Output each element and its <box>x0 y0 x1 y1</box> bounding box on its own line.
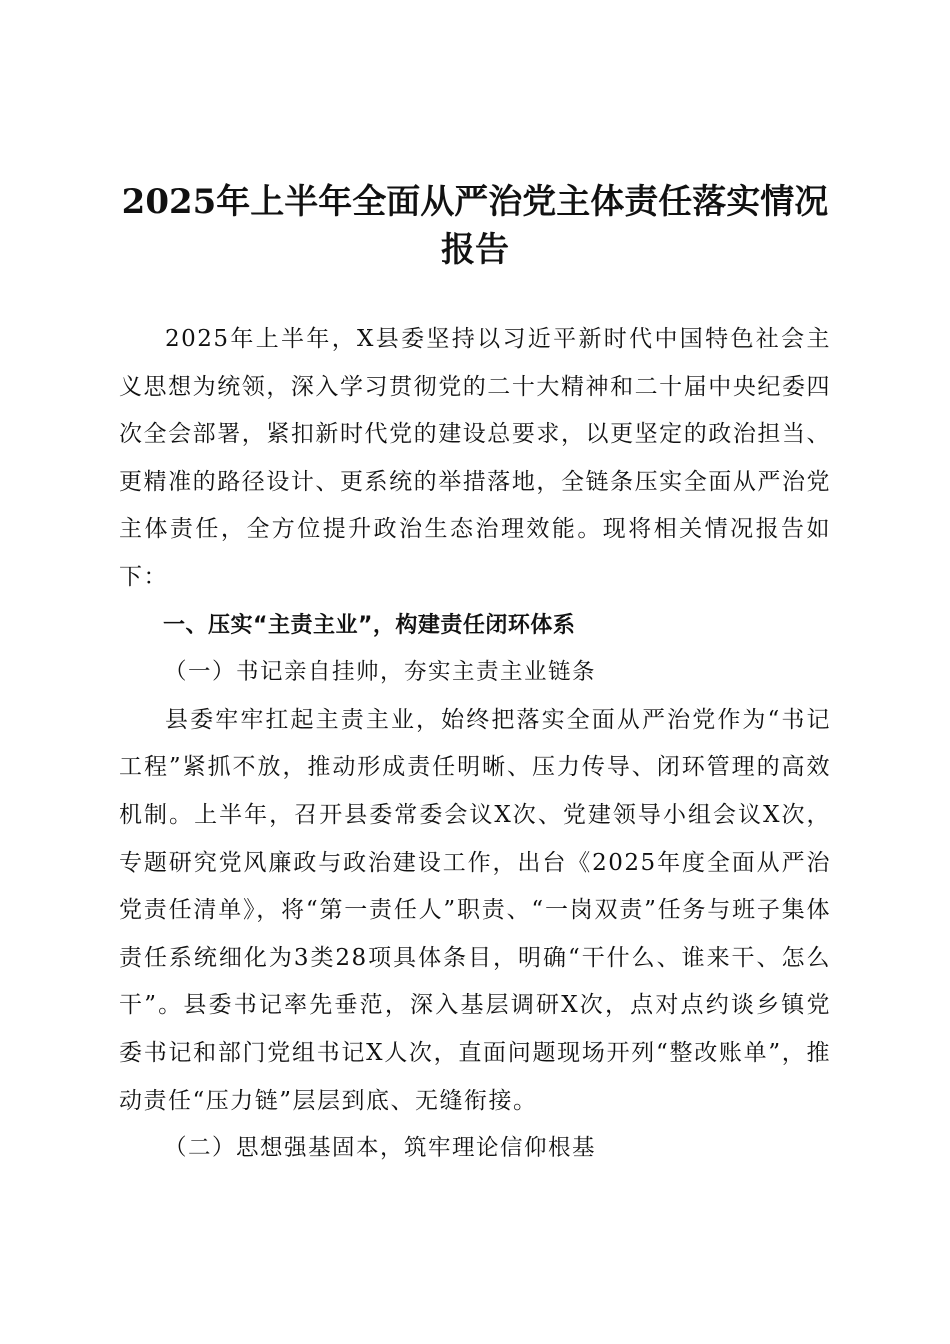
subsection-1-paragraph: 县委牢牢扛起主责主业，始终把落实全面从严治党作为“书记工程”紧抓不放，推动形成责任明晰、压力传导、闭环管理的高效机制。上半年，召开县委常委会议X次、党建领导小组会议X次，专题研究党风廉政与政治建设工作，出台《2025年度全面从严治党责任清单》，将“第一责任人”职责、“一岗双责”任务与班子集体责任系统细化为3类28项具体条目，明确“干什么、谁来干、怎么干”。县委书记率先垂范，深入基层调研X次，点对点约谈乡镇党委书记和部门党组书记X人次，直面问题现场开列“整改账单”，推动责任“压力链”层层到底、无缝衔接。 <box>119 706 831 1114</box>
document-title: 2025年上半年全面从严治党主体责任落实情况报告 <box>121 182 829 270</box>
section-heading-1: 一、压实“主责主业”，构建责任闭环体系 <box>163 612 576 638</box>
subsection-heading-2: （二）思想强基固本，筑牢理论信仰根基 <box>164 1135 597 1162</box>
intro-paragraph: 2025年上半年，X县委坚持以习近平新时代中国特色社会主义思想为统领，深入学习贯彻党的二十大精神和二十届中央纪委四次全会部署，紧扣新时代党的建设总要求，以更坚定的政治担当、更精准的路径设计、更系统的举措落地，全链条压实全面从严治党主体责任，全方位提升政治生态治理效能。现将相关情况报告如下： <box>119 326 831 590</box>
subsection-heading-1: （一）书记亲自挂帅，夯实主责主业链条 <box>164 659 597 686</box>
document-body <box>119 316 831 1173</box>
